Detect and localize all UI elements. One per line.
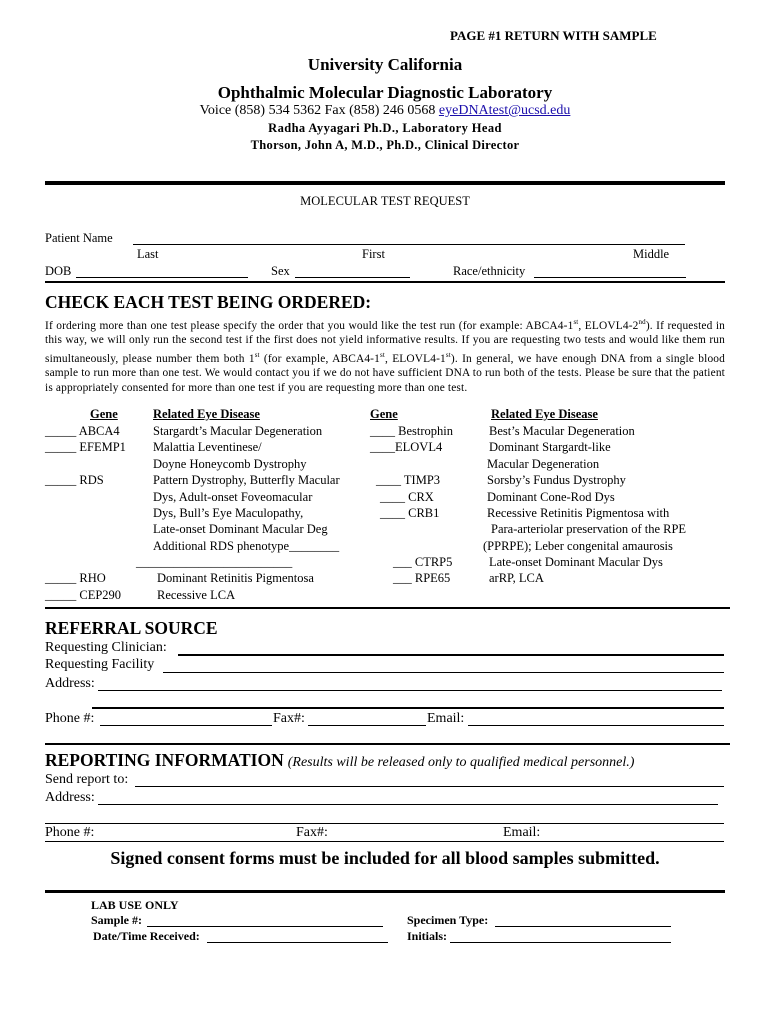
disease-text: Dominant Stargardt-like bbox=[489, 440, 611, 454]
reporting-note: (Results will be released only to qualified medical personnel.) bbox=[287, 755, 635, 770]
disease-header-left: Related Eye Disease bbox=[153, 407, 260, 421]
gene-option-rho[interactable]: _____ RHO bbox=[45, 571, 106, 585]
referral-fax-label: Fax#: bbox=[273, 711, 305, 726]
rds-phenotype-field[interactable]: Additional RDS phenotype________ bbox=[153, 539, 340, 553]
disease-text: arRP, LCA bbox=[489, 571, 544, 585]
contact-phone-fax: Voice (858) 534 5362 Fax (858) 246 0568 bbox=[199, 103, 439, 118]
disease-text: (PPRPE); Leber congenital amaurosis bbox=[483, 539, 673, 553]
referral-address-label: Address: bbox=[45, 676, 95, 691]
referral-phone-label: Phone #: bbox=[45, 711, 95, 726]
gene-option-crx[interactable]: ____ CRX bbox=[380, 490, 434, 504]
race-label: Race/ethnicity bbox=[453, 264, 526, 278]
last-label: Last bbox=[137, 247, 159, 261]
gene-option-timp3[interactable]: ____ TIMP3 bbox=[376, 473, 441, 487]
race-field[interactable] bbox=[534, 277, 686, 278]
disease-text: Best’s Macular Degeneration bbox=[489, 424, 635, 438]
disease-text: Recessive Retinitis Pigmentosa with bbox=[487, 506, 670, 520]
reporting-address-field[interactable] bbox=[98, 804, 718, 805]
lab-name: Ophthalmic Molecular Diagnostic Laboratory bbox=[217, 83, 553, 102]
referral-rule bbox=[45, 743, 730, 745]
initials-field[interactable] bbox=[450, 942, 671, 943]
reporting-heading: REPORTING INFORMATION bbox=[45, 750, 284, 770]
gene-option-elovl4[interactable]: ____ELOVL4 bbox=[370, 440, 443, 454]
consent-notice: Signed consent forms must be included for all blood samples submitted. bbox=[110, 848, 660, 868]
specimen-type-label: Specimen Type: bbox=[407, 913, 489, 927]
requesting-facility-field[interactable] bbox=[163, 672, 724, 673]
send-report-label: Send report to: bbox=[45, 772, 129, 787]
disease-text: Late-onset Dominant Macular Dys bbox=[489, 555, 663, 569]
requesting-clinician-label: Requesting Clinician: bbox=[45, 640, 167, 655]
first-label: First bbox=[362, 247, 385, 261]
requesting-clinician-field[interactable] bbox=[178, 654, 724, 656]
patient-name-label: Patient Name bbox=[45, 231, 113, 245]
referral-heading: REFERRAL SOURCE bbox=[45, 618, 218, 638]
gene-option-cep290[interactable]: _____ CEP290 bbox=[45, 588, 122, 602]
clinical-director: Thorson, John A, M.D., Ph.D., Clinical Director bbox=[250, 138, 520, 152]
referral-fax-field[interactable] bbox=[308, 725, 426, 726]
patient-rule bbox=[45, 281, 725, 283]
rds-phenotype-field-2[interactable]: _________________________ bbox=[136, 555, 293, 569]
specimen-type-field[interactable] bbox=[495, 926, 671, 927]
gene-option-bestrophin[interactable]: ____ Bestrophin bbox=[370, 424, 453, 438]
date-received-field[interactable] bbox=[207, 942, 388, 943]
reporting-fax-label: Fax#: bbox=[296, 825, 328, 840]
header-rule bbox=[45, 181, 725, 185]
gene-header-right: Gene bbox=[370, 407, 398, 421]
contact-line bbox=[0, 103, 770, 119]
referral-email-field[interactable] bbox=[468, 725, 724, 726]
initials-label: Initials: bbox=[407, 929, 448, 943]
disease-text: Macular Degeneration bbox=[487, 457, 600, 471]
disease-text: Dys, Bull’s Eye Maculopathy, bbox=[153, 506, 304, 520]
check-heading: CHECK EACH TEST BEING ORDERED: bbox=[45, 292, 372, 312]
reporting-email-label: Email: bbox=[503, 825, 541, 840]
dob-field[interactable] bbox=[76, 277, 248, 278]
disease-text: Pattern Dystrophy, Butterfly Macular bbox=[153, 473, 340, 487]
gene-option-rds[interactable]: _____ RDS bbox=[45, 473, 104, 487]
date-received-label: Date/Time Received: bbox=[93, 929, 200, 943]
disease-text: Recessive LCA bbox=[157, 588, 236, 602]
lab-head: Radha Ayyagari Ph.D., Laboratory Head bbox=[268, 121, 502, 135]
disease-text: Late-onset Dominant Macular Deg bbox=[153, 522, 328, 536]
referral-address-field-2[interactable] bbox=[92, 707, 724, 709]
disease-text: Doyne Honeycomb Dystrophy bbox=[153, 457, 307, 471]
tests-rule bbox=[45, 607, 730, 609]
disease-text: Malattia Leventinese/ bbox=[153, 440, 262, 454]
send-report-field[interactable] bbox=[135, 786, 724, 787]
gene-option-rpe65[interactable]: ___ RPE65 bbox=[393, 571, 451, 585]
disease-header-right: Related Eye Disease bbox=[491, 407, 598, 421]
reporting-address-field-2[interactable] bbox=[45, 823, 724, 824]
referral-phone-field[interactable] bbox=[100, 725, 272, 726]
ordering-instructions: If ordering more than one test please specify the order that you would like the test run (for example: ABCA4-1st, ELOVL4-2nd). If requested in this way, we will only run the second test if the first does not yield informative results. If you are requesting two tests and would like them run simultaneously, please number them both 1st (for example, ABCA4-1st, ELOVL4-1st). In general, we have enough DNA from a single blood sample to run more than one test. We would contact you if we do not have sufficient DNA to run both of the tests. Please be sure that the patient is appropriately consented for more than one test if you are requesting more than one test. bbox=[45, 318, 725, 394]
referral-address-field[interactable] bbox=[98, 690, 722, 691]
sex-label: Sex bbox=[271, 264, 290, 278]
sample-number-field[interactable] bbox=[147, 926, 383, 927]
disease-text: Dominant Cone-Rod Dys bbox=[487, 490, 615, 504]
sex-field[interactable] bbox=[295, 277, 410, 278]
disease-text: Dys, Adult-onset Foveomacular bbox=[153, 490, 313, 504]
disease-text: Dominant Retinitis Pigmentosa bbox=[157, 571, 314, 585]
consent-rule bbox=[45, 890, 725, 893]
lab-use-title: LAB USE ONLY bbox=[91, 898, 179, 912]
gene-option-efemp1[interactable]: _____ EFEMP1 bbox=[45, 440, 126, 454]
reporting-address-label: Address: bbox=[45, 790, 95, 805]
email-link[interactable]: eyeDNAtest@ucsd.edu bbox=[438, 103, 571, 118]
sample-number-label: Sample #: bbox=[91, 913, 142, 927]
page-note: PAGE #1 RETURN WITH SAMPLE bbox=[450, 28, 657, 43]
middle-label: Middle bbox=[633, 247, 670, 261]
disease-text: Sorsby’s Fundus Dystrophy bbox=[487, 473, 626, 487]
disease-text: Stargardt’s Macular Degeneration bbox=[153, 424, 323, 438]
requesting-facility-label: Requesting Facility bbox=[45, 657, 155, 672]
gene-option-abca4[interactable]: _____ ABCA4 bbox=[45, 424, 120, 438]
reporting-rule bbox=[45, 841, 724, 842]
dob-label: DOB bbox=[45, 264, 72, 278]
gene-option-crb1[interactable]: ____ CRB1 bbox=[380, 506, 440, 520]
gene-header-left: Gene bbox=[90, 407, 118, 421]
form-title: MOLECULAR TEST REQUEST bbox=[300, 194, 470, 208]
disease-text: Para-arteriolar preservation of the RPE bbox=[491, 522, 687, 536]
reporting-phone-label: Phone #: bbox=[45, 825, 95, 840]
university-name: University California bbox=[307, 55, 463, 74]
patient-name-field[interactable] bbox=[133, 244, 685, 245]
gene-option-ctrp5[interactable]: ___ CTRP5 bbox=[393, 555, 453, 569]
referral-email-label: Email: bbox=[427, 711, 465, 726]
reporting-heading-line bbox=[45, 750, 634, 771]
